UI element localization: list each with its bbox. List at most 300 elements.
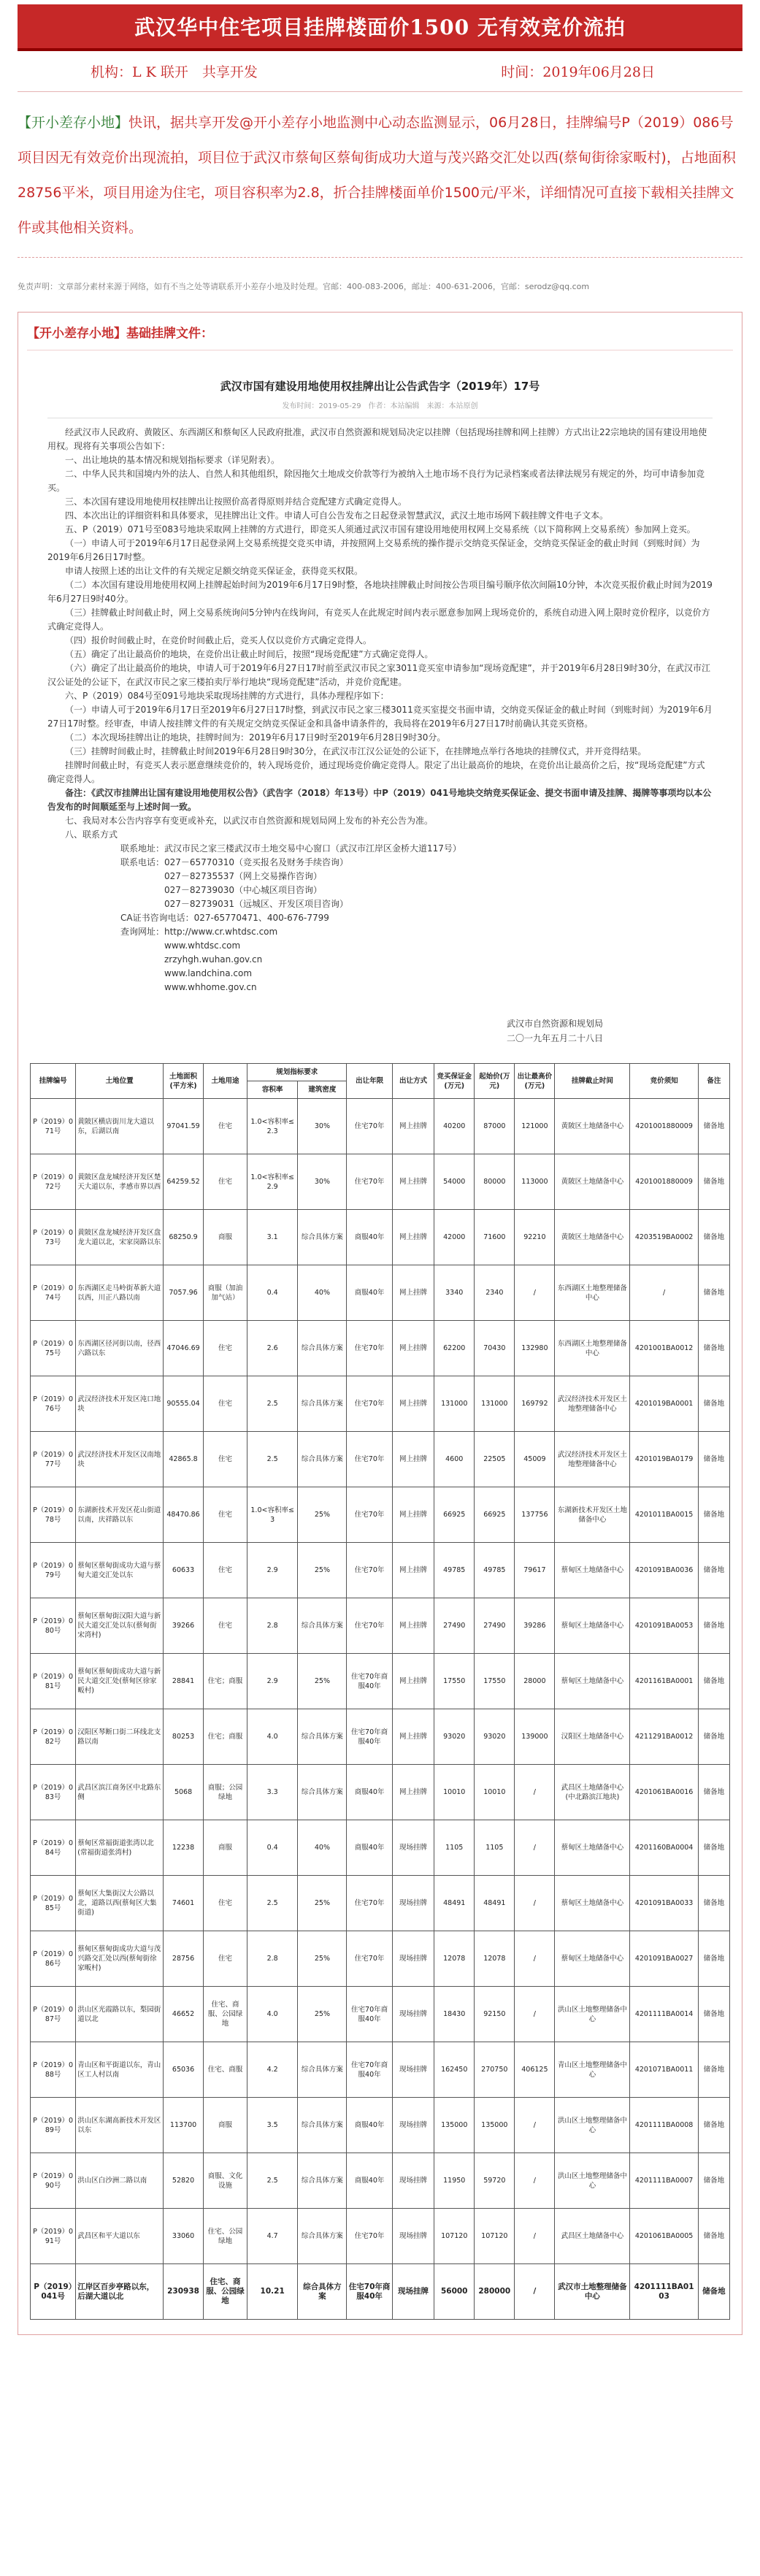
table-cell: 住宅70年	[347, 2209, 392, 2264]
table-cell: P（2019）088号	[31, 2042, 76, 2098]
table-cell: 40%	[298, 1265, 347, 1321]
table-cell: 4.7	[247, 2209, 297, 2264]
meta-bar	[18, 51, 742, 92]
table-cell: /	[515, 2098, 555, 2153]
table-cell: 综合具体方案	[298, 2209, 347, 2264]
table-cell: 22505	[475, 1432, 515, 1487]
table-cell: 4211291BA0012	[630, 1709, 698, 1765]
table-cell: 92150	[475, 1987, 515, 2042]
table-cell: 综合具体方案	[298, 2042, 347, 2098]
table-cell: P（2019）075号	[31, 1321, 76, 1376]
table-cell: 12238	[164, 1820, 204, 1876]
table-cell: 储备地	[698, 1598, 729, 1654]
table-cell: 武汉市土地整理储备中心	[555, 2264, 630, 2320]
table-cell: 113000	[515, 1154, 555, 1210]
table-cell: P（2019）072号	[31, 1154, 76, 1210]
table-cell: 65036	[164, 2042, 204, 2098]
table-cell: 东西湖区土地整理储备中心	[555, 1321, 630, 1376]
table-cell: 25%	[298, 1931, 347, 1987]
table-cell: 住宅	[204, 1487, 247, 1543]
table-cell: P（2019）073号	[31, 1210, 76, 1265]
table-cell: 12078	[434, 1931, 475, 1987]
table-cell: 网上挂牌	[392, 1543, 434, 1598]
doc-paragraph: （五）确定了出让最高价的地块，在竞价出让截止时间后，按照“现场竞配建”方式确定竞得人。	[65, 649, 434, 659]
table-cell: 68250.9	[164, 1210, 204, 1265]
table-cell: 黄陂区盘龙城经济开发区楚天大道以东，孝感市界以西	[76, 1154, 164, 1210]
table-cell: 135000	[475, 2098, 515, 2153]
table-cell: 住宅	[204, 1543, 247, 1598]
table-row	[31, 1876, 730, 1931]
table-cell: /	[515, 2264, 555, 2320]
table-cell: 280000	[475, 2264, 515, 2320]
table-cell: 网上挂牌	[392, 1321, 434, 1376]
table-row	[31, 1376, 730, 1432]
page-title: 武汉华中住宅项目挂牌楼面价1500 无有效竞价流拍	[18, 4, 742, 51]
table-cell: 住宅70年	[347, 1876, 392, 1931]
table-cell: 住宅70年	[347, 1487, 392, 1543]
table-cell: 17550	[434, 1654, 475, 1709]
table-cell: 3.1	[247, 1210, 297, 1265]
table-row	[31, 1099, 730, 1154]
table-cell: 商服	[204, 2098, 247, 2153]
table-cell: 武昌区土地储备中心	[555, 2209, 630, 2264]
table-cell: 蔡甸区土地储备中心	[555, 1820, 630, 1876]
table-cell: 42000	[434, 1210, 475, 1265]
table-row	[31, 1154, 730, 1210]
table-cell: 黄陂区土地储备中心	[555, 1099, 630, 1154]
table-cell: 储备地	[698, 2098, 729, 2153]
table-cell: P（2019）082号	[31, 1709, 76, 1765]
table-cell: 25%	[298, 1543, 347, 1598]
table-cell: 洪山区东湖高新技术开发区以东	[76, 2098, 164, 2153]
table-cell: 住宅	[204, 1432, 247, 1487]
table-cell: 2.5	[247, 1876, 297, 1931]
table-row	[31, 1265, 730, 1321]
table-cell: 17550	[475, 1654, 515, 1709]
table-cell: 270750	[475, 2042, 515, 2098]
table-cell: 1.0<容积率≤3	[247, 1487, 297, 1543]
doc-paragraph: （六）确定了出让最高价的地块，申请人可于2019年6月27日17时前至武汉市民之家3011竞买室申请参加“现场竞配建”，并于2019年6月28日9时30分，在武汉市江汉公证处的公证下，在武汉市民之家三楼拍卖厅举行地块“现场竞配建”活动，并竞价竞配建。	[47, 663, 711, 687]
table-cell: 2.5	[247, 1376, 297, 1432]
table-cell: 4201019BA0179	[630, 1432, 698, 1487]
table-cell: 132980	[515, 1321, 555, 1376]
table-cell: 79617	[515, 1543, 555, 1598]
table-cell: 2.9	[247, 1654, 297, 1709]
table-cell: 储备地	[698, 1709, 729, 1765]
table-cell: P（2019）091号	[31, 2209, 76, 2264]
th-10: 出让最高价(万元)	[515, 1064, 555, 1099]
table-cell: 4201061BA0016	[630, 1765, 698, 1820]
table-cell: 东西湖区土地整理储备中心	[555, 1265, 630, 1321]
table-cell: 28841	[164, 1654, 204, 1709]
table-cell: 综合具体方案	[298, 2264, 347, 2320]
table-cell: 现场挂牌	[392, 2042, 434, 2098]
table-cell: 黄陂区土地储备中心	[555, 1210, 630, 1265]
table-cell: 网上挂牌	[392, 1432, 434, 1487]
table-cell: 25%	[298, 1987, 347, 2042]
table-cell: 4201019BA0001	[630, 1376, 698, 1432]
doc-paragraph: 五、P（2019）071号至083号地块采取网上挂牌的方式进行，即竞买人须通过武汉市国有建设用地使用权网上交易系统（以下简称网上交易系统）参加网上竞买。	[65, 524, 696, 534]
table-cell: 综合具体方案	[298, 1321, 347, 1376]
table-cell: 黄陂区土地储备中心	[555, 1154, 630, 1210]
table-cell: 4201160BA0004	[630, 1820, 698, 1876]
table-cell: P（2019）089号	[31, 2098, 76, 2153]
table-cell: 4.0	[247, 1709, 297, 1765]
table-cell: 综合具体方案	[298, 1210, 347, 1265]
doc-paragraph: 八、联系方式	[65, 829, 118, 840]
signature-block	[47, 1016, 713, 1046]
table-cell: P（2019）084号	[31, 1820, 76, 1876]
table-cell: 27490	[434, 1598, 475, 1654]
table-cell: P（2019）078号	[31, 1487, 76, 1543]
table-cell: 商服（加油加气站）	[204, 1265, 247, 1321]
table-cell: 39266	[164, 1598, 204, 1654]
table-cell: /	[515, 1265, 555, 1321]
table-cell: 住宅	[204, 1321, 247, 1376]
table-cell: 48491	[434, 1876, 475, 1931]
th-0: 挂牌编号	[31, 1064, 76, 1099]
table-cell: 4.0	[247, 1987, 297, 2042]
table-cell: 60633	[164, 1543, 204, 1598]
table-cell: 54000	[434, 1154, 475, 1210]
table-cell: 42865.8	[164, 1432, 204, 1487]
table-cell: 商服40年	[347, 1765, 392, 1820]
th-12: 竞价须知	[630, 1064, 698, 1099]
table-cell: 住宅、商服、公园绿地	[204, 2264, 247, 2320]
table-cell: 储备地	[698, 1210, 729, 1265]
table-cell: /	[515, 2153, 555, 2209]
table-cell: 储备地	[698, 1432, 729, 1487]
table-cell: 49785	[434, 1543, 475, 1598]
contact-block	[47, 842, 713, 994]
table-cell: P（2019）083号	[31, 1765, 76, 1820]
contact-line: CA证书咨询电话：027-65770471、400-676-7799	[120, 913, 329, 923]
table-cell: 网上挂牌	[392, 1210, 434, 1265]
table-cell: 网上挂牌	[392, 1765, 434, 1820]
table-cell: 东西湖区走马岭街革新大道以西，川正八路以南	[76, 1265, 164, 1321]
table-row	[31, 1820, 730, 1876]
parcel-table-body	[31, 1099, 730, 2320]
th-4: 容积率	[247, 1081, 297, 1099]
table-cell: 网上挂牌	[392, 1154, 434, 1210]
doc-paragraph: 二、中华人民共和国境内外的法人、自然人和其他组织，除因拖欠土地成交价款等行为被纳入土地市场不良行为记录档案或者法律法规另有规定的外，均可申请参加竞买。	[47, 469, 705, 493]
table-cell: 1.0<容积率≤2.3	[247, 1099, 297, 1154]
table-cell: 武昌区滨江商务区中北路东侧	[76, 1765, 164, 1820]
table-cell: 商服40年	[347, 2153, 392, 2209]
table-cell: 现场挂牌	[392, 2209, 434, 2264]
table-cell: 储备地	[698, 2153, 729, 2209]
table-cell: 黄陂区盘龙城经济开发区盘龙大道以北，宋家岗路以东	[76, 1210, 164, 1265]
table-cell: 住宅、商服	[204, 2042, 247, 2098]
publish-time: 时间：2019年06月28日	[501, 64, 655, 80]
table-cell: 商服40年	[347, 1210, 392, 1265]
table-cell: 住宅	[204, 1876, 247, 1931]
table-cell: P（2019）087号	[31, 1987, 76, 2042]
table-cell: 网上挂牌	[392, 1376, 434, 1432]
doc-paragraph: （一）申请人可于2019年6月17日至2019年6月27日17时整，到武汉市民之家三楼3011竞买室提交书面申请，交纳竞买保证金的截止时间（到账时间）为2019年6月27日17时整。经审查，申请人按挂牌文件的有关规定交纳竞买保证金和具备申请条件的，我局将在2019年6月27日17时前确认其竞买资格。	[47, 705, 713, 729]
table-cell: 71600	[475, 1210, 515, 1265]
table-cell: /	[515, 1820, 555, 1876]
table-row	[31, 1598, 730, 1654]
table-cell: 90555.04	[164, 1376, 204, 1432]
table-cell: 162450	[434, 2042, 475, 2098]
table-cell: 45009	[515, 1432, 555, 1487]
table-cell: 洪山区土地整理储备中心	[555, 2153, 630, 2209]
table-cell: 0.4	[247, 1265, 297, 1321]
table-cell: 蔡甸区蔡甸街成功大道与茂兴路交汇处以西(蔡甸街徐家畈村)	[76, 1931, 164, 1987]
th-11: 挂牌截止时间	[555, 1064, 630, 1099]
table-cell: 80253	[164, 1709, 204, 1765]
th-8: 竞买保证金(万元)	[434, 1064, 475, 1099]
table-cell: 东湖新技术开发区土地储备中心	[555, 1487, 630, 1543]
table-cell: 住宅70年商服40年	[347, 1987, 392, 2042]
doc-paragraph: （二）本次现场挂牌出让的地块，挂牌时间为：2019年6月17日9时至2019年6月28日9时30分。	[65, 732, 446, 743]
table-cell: 江岸区百步亭路以东，后湖大道以北	[76, 2264, 164, 2320]
table-cell: 商服40年	[347, 2098, 392, 2153]
table-cell: 2.9	[247, 1543, 297, 1598]
contact-line: www.whhome.gov.cn	[120, 982, 257, 992]
table-cell: 储备地	[698, 1487, 729, 1543]
table-cell: 4201001880009	[630, 1154, 698, 1210]
table-cell: 11950	[434, 2153, 475, 2209]
table-cell: 10.21	[247, 2264, 297, 2320]
table-cell: 107120	[434, 2209, 475, 2264]
table-cell: 综合具体方案	[298, 1598, 347, 1654]
table-cell: 4201111BA0014	[630, 1987, 698, 2042]
table-cell: 网上挂牌	[392, 1709, 434, 1765]
table-cell: 现场挂牌	[392, 1987, 434, 2042]
table-cell: 网上挂牌	[392, 1265, 434, 1321]
table-cell: 蔡甸区大集街汉大公路以北，道路以西(蔡甸区大集街道)	[76, 1876, 164, 1931]
table-cell: 储备地	[698, 1099, 729, 1154]
table-cell: 洪山区土地整理储备中心	[555, 1987, 630, 2042]
th-group: 规划指标要求	[247, 1064, 347, 1081]
table-cell: 7057.96	[164, 1265, 204, 1321]
divider	[18, 257, 742, 258]
agency-label: 机构：L K 联开 共享开发	[91, 64, 258, 80]
base-files-section	[18, 312, 742, 2335]
table-cell: 87000	[475, 1099, 515, 1154]
table-cell: 网上挂牌	[392, 1487, 434, 1543]
section-title: 【开小差存小地】基础挂牌文件：	[27, 320, 733, 350]
table-cell: 青山区和平街道以东，青山区工人村以南	[76, 2042, 164, 2098]
table-cell: 住宅	[204, 1154, 247, 1210]
table-cell: 10010	[434, 1765, 475, 1820]
table-cell: 储备地	[698, 1265, 729, 1321]
table-cell: P（2019）041号	[31, 2264, 76, 2320]
table-cell: 蔡甸区土地储备中心	[555, 1598, 630, 1654]
table-cell: 住宅70年	[347, 1543, 392, 1598]
table-cell: 现场挂牌	[392, 1820, 434, 1876]
th-9: 起始价(万元)	[475, 1064, 515, 1099]
table-cell: 住宅70年	[347, 1931, 392, 1987]
table-cell: P（2019）079号	[31, 1543, 76, 1598]
table-cell: 汉阳区琴断口街二环线北支路以南	[76, 1709, 164, 1765]
table-cell: 现场挂牌	[392, 2264, 434, 2320]
table-row	[31, 2042, 730, 2098]
table-cell: 93020	[434, 1709, 475, 1765]
parcel-table	[30, 1063, 730, 2320]
table-cell: 洪山区白沙洲二路以南	[76, 2153, 164, 2209]
table-cell: 25%	[298, 1654, 347, 1709]
table-cell: 131000	[475, 1376, 515, 1432]
doc-paragraph: 六、P（2019）084号至091号地块采取现场挂牌的方式进行，具体办理程序如下：	[65, 691, 389, 701]
table-cell: 商服40年	[347, 1820, 392, 1876]
th-13: 备注	[698, 1064, 729, 1099]
th-1: 土地位置	[76, 1064, 164, 1099]
table-cell: P（2019）071号	[31, 1099, 76, 1154]
table-cell: 蔡甸区蔡甸街成功大道与蔡甸大道交汇处以东	[76, 1543, 164, 1598]
table-cell: 蔡甸区土地储备中心	[555, 1876, 630, 1931]
table-cell: 121000	[515, 1099, 555, 1154]
table-cell: 70430	[475, 1321, 515, 1376]
table-cell: 74601	[164, 1876, 204, 1931]
contact-line: 联系电话：027－65770310（竞买报名及财务手续咨询）	[120, 857, 348, 867]
table-cell: 住宅	[204, 1099, 247, 1154]
doc-paragraph: 七、我局对本公告内容享有变更或补充，以武汉市自然资源和规划局网上发布的补充公告为准。	[65, 816, 434, 826]
table-cell: 4201001880009	[630, 1099, 698, 1154]
table-cell: 住宅70年	[347, 1154, 392, 1210]
table-cell: 4600	[434, 1432, 475, 1487]
table-cell: 武昌区土地储备中心(中北路滨江地块)	[555, 1765, 630, 1820]
table-cell: 住宅	[204, 1931, 247, 1987]
sign-date: 二〇一九年五月二十八日	[506, 1033, 603, 1043]
doc-paragraph: 一、出让地块的基本情况和规划指标要求（详见附表）。	[65, 455, 280, 465]
table-cell: 230938	[164, 2264, 204, 2320]
contact-line: zrzyhgh.wuhan.gov.cn	[120, 954, 263, 965]
doc-paragraph: （二）本次国有建设用地使用权网上挂牌起始时间为2019年6月17日9时整，各地块挂牌截止时间按公告项目编号顺序依次间隔10分钟，本次竞买报价截止时间为2019年6月27日9时40分。	[47, 580, 713, 604]
table-cell: 住宅；商服	[204, 1654, 247, 1709]
table-cell: 储备地	[698, 2042, 729, 2098]
table-cell: 12078	[475, 1931, 515, 1987]
table-cell: 10010	[475, 1765, 515, 1820]
table-cell: 93020	[475, 1709, 515, 1765]
table-cell: 储备地	[698, 1987, 729, 2042]
table-cell: 52820	[164, 2153, 204, 2209]
table-row	[31, 1765, 730, 1820]
table-cell: 30%	[298, 1099, 347, 1154]
table-cell: 住宅70年	[347, 1432, 392, 1487]
table-cell: 5068	[164, 1765, 204, 1820]
table-cell: 蔡甸区常福街道张湾以北(常福街道张湾村)	[76, 1820, 164, 1876]
table-row	[31, 2153, 730, 2209]
table-cell: 4201061BA0005	[630, 2209, 698, 2264]
table-cell: 2.6	[247, 1321, 297, 1376]
table-cell: 综合具体方案	[298, 1765, 347, 1820]
table-cell: 住宅70年商服40年	[347, 2264, 392, 2320]
table-cell: 2.5	[247, 1432, 297, 1487]
th-6: 出让年限	[347, 1064, 392, 1099]
doc-paragraph: 挂牌时间截止时，有竞买人表示愿意继续竞价的，转入现场竞价，通过现场竞价确定竞得人。限定了出让最高价的地块，在竞价出让最高价之后，按“现场竞配建”方式确定竞得人。	[47, 760, 705, 784]
table-cell: 2.5	[247, 2153, 297, 2209]
table-cell: 武汉经济技术开发区汉南地块	[76, 1432, 164, 1487]
table-cell: 40200	[434, 1099, 475, 1154]
table-cell: P（2019）085号	[31, 1876, 76, 1931]
table-cell: /	[515, 2209, 555, 2264]
doc-subtitle: 发布时间：2019-05-29 作者：本站编辑 来源：本站原创	[282, 402, 478, 410]
lead-part2: 监测中心动态监测显示，06月28日，挂牌编号P（2019）086号项目因无有效竞价出现流拍，项目位于武汉市蔡甸区蔡甸街成功大道与茂兴路交汇处以西(蔡甸街徐家畈村)，占地面积28756平米，项目用途为住宅，项目容积率为2.8，折合挂牌楼面单价1500元/平米，详细情况可直接下载相关挂牌文件或其他相关资料。	[18, 115, 736, 236]
contact-line: 027－82739030（中心城区项目咨询）	[120, 885, 322, 895]
table-cell: 4201111BA0007	[630, 2153, 698, 2209]
table-cell: 25%	[298, 1487, 347, 1543]
table-cell: 商服	[204, 1210, 247, 1265]
table-cell: 储备地	[698, 2209, 729, 2264]
doc-paragraph: （三）挂牌时间截止时，挂牌截止时间2019年6月28日9时30分，在武汉市江汉公证处的公证下，在挂牌地点举行各地块的挂牌仪式，并开竞得结果。	[65, 746, 647, 756]
table-cell: 住宅70年	[347, 1321, 392, 1376]
table-row	[31, 1432, 730, 1487]
table-row	[31, 1487, 730, 1543]
table-cell: 网上挂牌	[392, 1654, 434, 1709]
table-cell: 储备地	[698, 1654, 729, 1709]
th-5: 建筑密度	[298, 1081, 347, 1099]
table-row	[31, 1210, 730, 1265]
table-cell: 48470.86	[164, 1487, 204, 1543]
table-cell: 现场挂牌	[392, 1931, 434, 1987]
table-cell: 40%	[298, 1820, 347, 1876]
table-cell: 1105	[434, 1820, 475, 1876]
table-row	[31, 2264, 730, 2320]
table-cell: 135000	[434, 2098, 475, 2153]
table-cell: 47046.69	[164, 1321, 204, 1376]
table-cell: 住宅70年商服40年	[347, 1654, 392, 1709]
contact-line: 027－82739031（远城区、开发区项目咨询）	[120, 899, 348, 909]
table-cell: 30%	[298, 1154, 347, 1210]
table-row	[31, 1543, 730, 1598]
table-cell: 综合具体方案	[298, 2153, 347, 2209]
doc-paragraph: 备注：《武汉市挂牌出让国有建设用地使用权公告》（武告字（2018）年13号）中P（2019）041号地块交纳竞买保证金、提交书面申请及挂牌、揭牌等事项均以本公告发布的时间顺延至与上述时间一致。	[47, 788, 712, 812]
table-cell: 武汉经济技术开发区沌口地块	[76, 1376, 164, 1432]
table-cell: 青山区土地整理储备中心	[555, 2042, 630, 2098]
table-cell: 住宅70年	[347, 1376, 392, 1432]
table-cell: 洪山区土地整理储备中心	[555, 2098, 630, 2153]
table-cell: P（2019）086号	[31, 1931, 76, 1987]
contact-line: 查询网址：http://www.cr.whtdsc.com	[120, 927, 278, 937]
table-cell: 蔡甸区蔡甸街汉阳大道与新民大道交汇处以东(蔡甸街宋湾村)	[76, 1598, 164, 1654]
table-row	[31, 1709, 730, 1765]
table-cell: 4201161BA0001	[630, 1654, 698, 1709]
table-cell: 2340	[475, 1265, 515, 1321]
table-cell: 4201011BA0015	[630, 1487, 698, 1543]
table-cell: 92210	[515, 1210, 555, 1265]
table-cell: 4203519BA0002	[630, 1210, 698, 1265]
table-row	[31, 1987, 730, 2042]
table-cell: 综合具体方案	[298, 1709, 347, 1765]
table-cell: 洪山区光霞路以东，梨园街道以北	[76, 1987, 164, 2042]
table-cell: P（2019）074号	[31, 1265, 76, 1321]
table-cell: /	[515, 1876, 555, 1931]
table-cell: P（2019）077号	[31, 1432, 76, 1487]
table-cell: P（2019）076号	[31, 1376, 76, 1432]
table-cell: 18430	[434, 1987, 475, 2042]
table-cell: /	[630, 1265, 698, 1321]
table-row	[31, 1654, 730, 1709]
table-cell: 3.5	[247, 2098, 297, 2153]
table-cell: 蔡甸区土地储备中心	[555, 1931, 630, 1987]
table-cell: 25%	[298, 1876, 347, 1931]
table-cell: 139000	[515, 1709, 555, 1765]
table-cell: 64259.52	[164, 1154, 204, 1210]
table-cell: 97041.59	[164, 1099, 204, 1154]
table-cell: /	[515, 1931, 555, 1987]
doc-title: 武汉市国有建设用地使用权挂牌出让公告武告字（2019年）17号	[220, 380, 540, 393]
table-cell: 汉阳区土地储备中心	[555, 1709, 630, 1765]
table-cell: 武汉经济技术开发区土地整理储备中心	[555, 1432, 630, 1487]
table-cell: /	[515, 1987, 555, 2042]
table-cell: 4201091BA0053	[630, 1598, 698, 1654]
table-cell: 113700	[164, 2098, 204, 2153]
contact-line: www.landchina.com	[120, 968, 253, 978]
table-cell: P（2019）090号	[31, 2153, 76, 2209]
